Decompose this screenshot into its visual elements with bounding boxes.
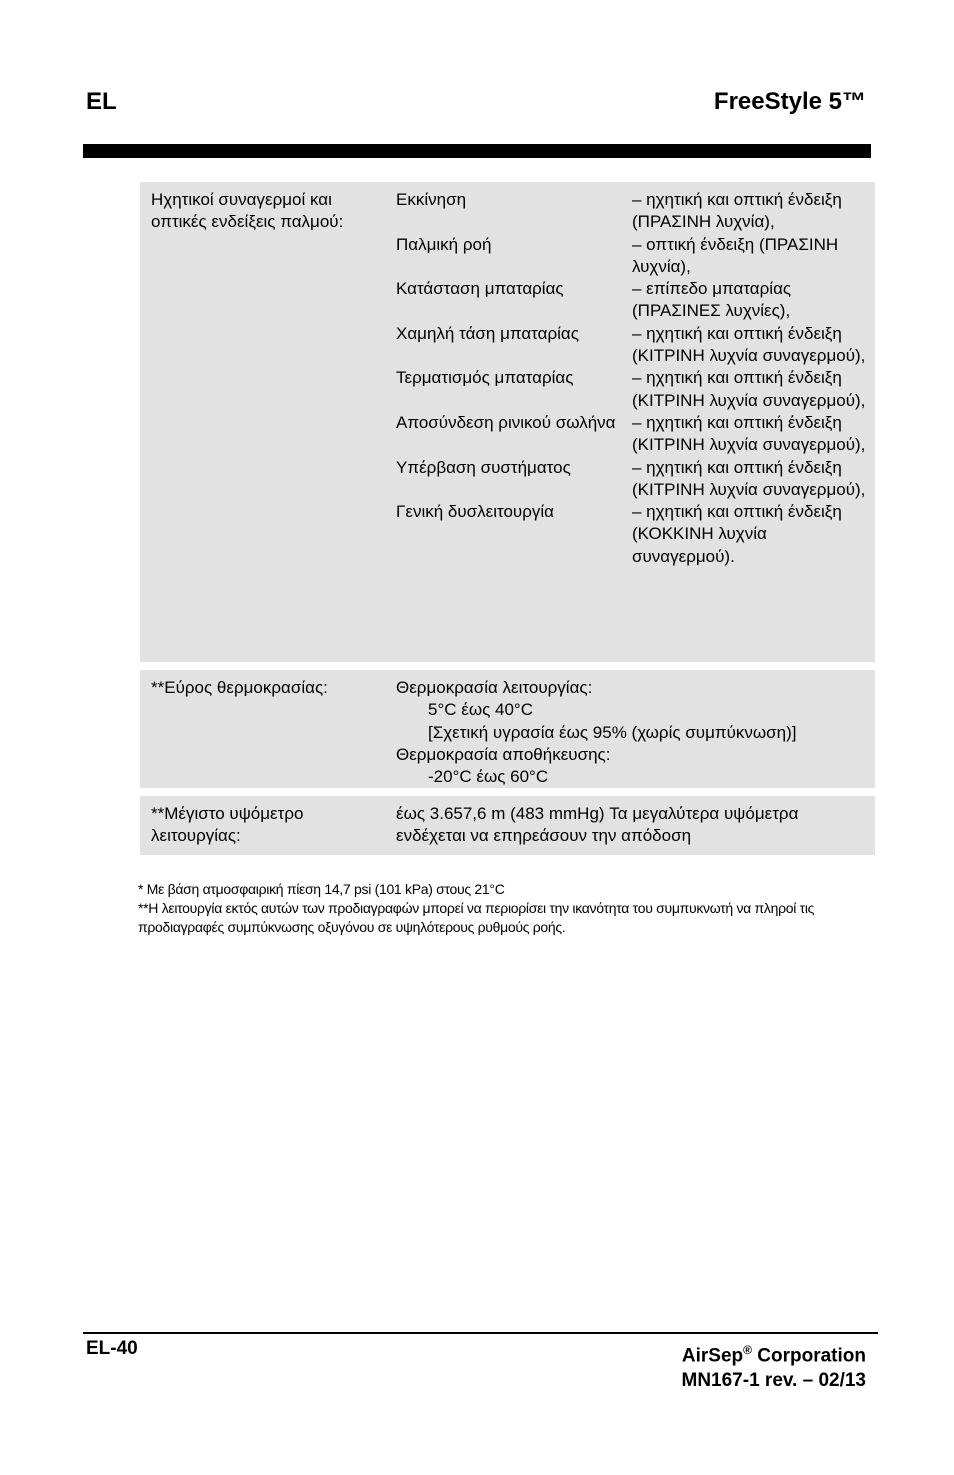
product-title: FreeStyle 5™ (713, 88, 866, 115)
alarm-item (396, 189, 868, 234)
temperature-values (396, 677, 868, 788)
alarm-name: Αποσύνδεση ρινικού σωλήνα (396, 412, 616, 432)
storage-temp-range: -20°C έως 60°C (428, 767, 549, 787)
alarm-name: Κατάσταση μπαταρίας (396, 279, 564, 299)
alarm-name: Χαμηλή τάση μπαταρίας (396, 323, 579, 343)
alarm-desc: – επίπεδο μπαταρίας (ΠΡΑΣΙΝΕΣ λυχνίες), (632, 279, 792, 321)
alarm-item (396, 278, 868, 323)
alarm-desc: – ηχητική και οπτική ένδειξη (ΚΟΚΚΙΝΗ λυχνία συναγερμού). (632, 502, 842, 566)
operating-temp-label: Θερμοκρασία λειτουργίας: (396, 678, 593, 697)
alarm-desc: – ηχητική και οπτική ένδειξη (ΚΙΤΡΙΝΗ λυχνία συναγερμού), (632, 457, 866, 499)
humidity-range: [Σχετική υγρασία έως 95% (χωρίς συμπύκνωση)] (428, 722, 797, 742)
specifications-table (140, 182, 875, 863)
alarm-desc: – ηχητική και οπτική ένδειξη (ΚΙΤΡΙΝΗ λυχνία συναγερμού), (632, 323, 866, 366)
registered-mark: ® (743, 1343, 752, 1357)
altitude-label: **Μέγιστο υψόμετρο λειτουργίας: (151, 804, 304, 846)
footnote-operation: **Η λειτουργία εκτός αυτών των προδιαγραφών μπορεί να περιορίσει την ικανότητα του συμπυκνωτή να πληροί τις προδιαγραφές συμπύκνωσης οξυγόνου σε υψηλότερους ρυθμούς ροής. (138, 900, 815, 935)
alarm-desc: – ηχητική και οπτική ένδειξη (ΚΙΤΡΙΝΗ λυχνία συναγερμού), (632, 412, 866, 455)
alarm-desc: – ηχητική και οπτική ένδειξη (ΠΡΑΣΙΝΗ λυχνία), (632, 190, 842, 232)
footnotes (138, 880, 878, 937)
alarm-item (396, 412, 868, 457)
footer-company (682, 1338, 867, 1393)
alarm-desc: – ηχητική και οπτική ένδειξη (ΚΙΤΡΙΝΗ λυχνία συναγερμού), (632, 368, 866, 410)
alarm-name: Γενική δυσλειτουργία (396, 502, 555, 522)
temperature-label: **Εύρος θερμοκρασίας: (151, 678, 328, 697)
altitude-value: έως 3.657,6 m (483 mmHg) Τα μεγαλύτερα υψόμετρα ενδέχεται να επηρεάσουν την απόδοση (396, 804, 799, 846)
company-line (682, 1338, 867, 1368)
alarms-row (140, 182, 875, 662)
alarm-item (396, 457, 868, 502)
alarm-name: Εκκίνηση (396, 190, 467, 209)
alarm-name: Παλμική ροή (396, 234, 492, 254)
footnote-pressure: * Με βάση ατμοσφαιρική πίεση 14,7 psi (101 kPa) στους 21°C (138, 881, 505, 897)
alarm-item (396, 323, 868, 368)
company-suffix: Corporation (752, 1345, 866, 1367)
footer-rule (83, 1332, 878, 1334)
language-code: EL (86, 88, 117, 115)
operating-temp-range: 5°C έως 40°C (428, 700, 534, 720)
header-rule (83, 144, 871, 158)
alarm-item (396, 501, 868, 568)
altitude-row (140, 796, 875, 855)
temperature-row (140, 670, 875, 788)
alarm-desc: – οπτική ένδειξη (ΠΡΑΣΙΝΗ λυχνία), (632, 234, 839, 276)
document-revision: MN167-1 rev. – 02/13 (681, 1370, 866, 1392)
alarm-name: Υπέρβαση συστήματος (396, 457, 571, 477)
storage-temp-label: Θερμοκρασία αποθήκευσης: (396, 744, 611, 764)
alarm-name: Τερματισμός μπαταρίας (396, 368, 574, 388)
alarm-item (396, 367, 868, 412)
alarms-label: Ηχητικοί συναγερμοί και οπτικές ενδείξεις παλμού: (151, 190, 344, 232)
alarms-list (396, 189, 868, 568)
alarm-item (396, 234, 868, 279)
page-number: EL-40 (86, 1338, 138, 1359)
company-name: AirSep (681, 1345, 744, 1367)
